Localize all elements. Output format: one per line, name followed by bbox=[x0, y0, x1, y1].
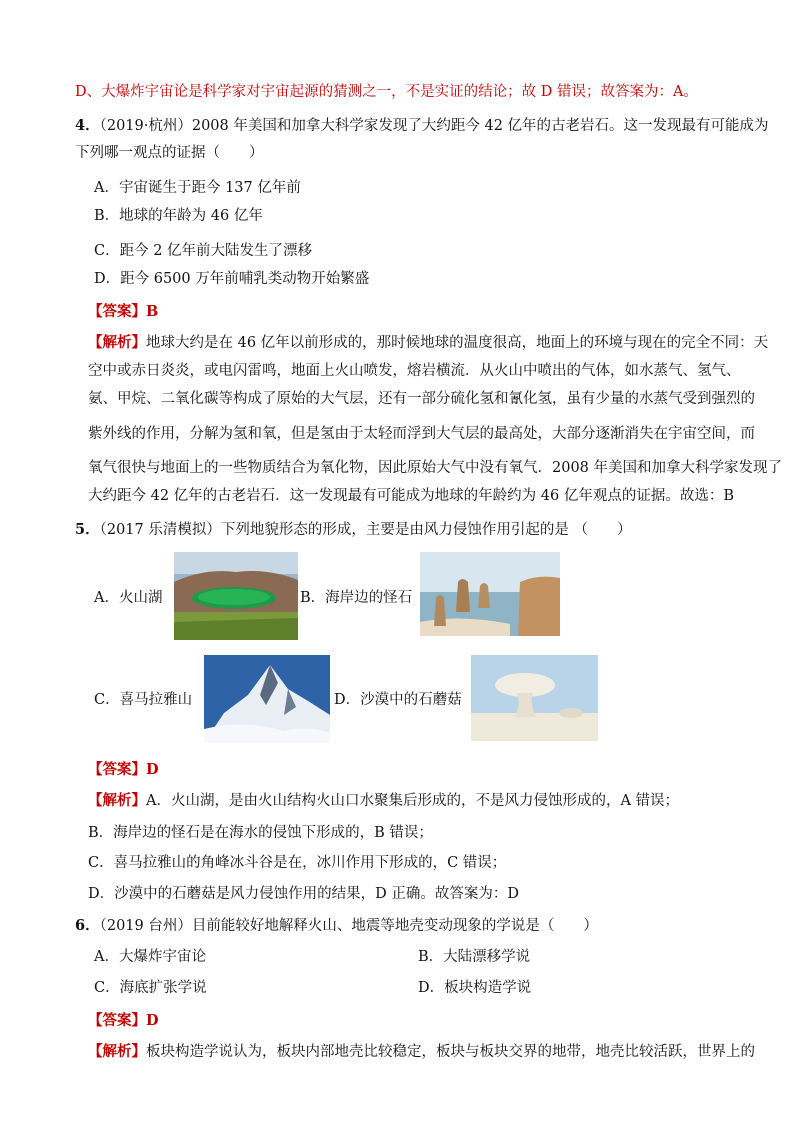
q5-analysis-tag: 【解析】 bbox=[88, 792, 146, 809]
q4-stem-line2: 下列哪一观点的证据（ ） bbox=[75, 145, 264, 161]
q4-analysis-line3: 氨、甲烷、二氧化碳等构成了原始的大气层，还有一部分硫化氢和氰化氢，虽有少量的水蒸气受到强烈的 bbox=[88, 391, 755, 407]
q6-stem-text: 目前能较好地解释火山、地震等地壳变动现象的学说是（ ） bbox=[191, 918, 598, 934]
q6-number: 6． bbox=[75, 917, 100, 934]
q5-answer bbox=[88, 760, 768, 780]
q4-answer bbox=[88, 302, 768, 322]
q5-analysis-line2: B．海岸边的怪石是在海水的侵蚀下形成的，B 错误； bbox=[88, 825, 433, 841]
himalaya-image bbox=[204, 655, 330, 743]
volcanic-lake-image bbox=[174, 552, 298, 640]
q5-number: 5． bbox=[75, 521, 100, 538]
q4-answer-tag: 【答案】 bbox=[88, 303, 146, 320]
q4-analysis-line5: 氧气很快与地面上的一些物质结合为氧化物，因此原始大气中没有氧气．2008 年美国和加拿大科学家发现了 bbox=[88, 460, 783, 476]
q4-number: 4． bbox=[75, 117, 100, 134]
q5-option-b: B．海岸边的怪石 bbox=[300, 590, 413, 606]
q4-option-c: C．距今 2 亿年前大陆发生了漂移 bbox=[94, 243, 313, 259]
q5-analysis-line1 bbox=[88, 791, 768, 811]
q5-option-a: A．火山湖 bbox=[94, 590, 163, 606]
mushroom-rock-image bbox=[471, 655, 598, 741]
q6-option-c: C．海底扩张学说 bbox=[94, 980, 207, 996]
q5-source: （2017 乐清模拟） bbox=[99, 522, 221, 538]
q6-option-a: A．大爆炸宇宙论 bbox=[94, 949, 206, 965]
q4-option-a: A．宇宙诞生于距今 137 亿年前 bbox=[94, 180, 301, 196]
q6-option-d: D．板块构造学说 bbox=[418, 980, 532, 996]
q5-answer-tag: 【答案】 bbox=[88, 761, 146, 778]
q6-answer bbox=[88, 1011, 768, 1031]
q5-analysis-text1: A．火山湖，是由火山结构火山口水聚集后形成的，不是风力侵蚀形成的，A 错误； bbox=[146, 793, 680, 809]
q6-answer-tag: 【答案】 bbox=[88, 1012, 146, 1029]
prev-answer-tail: D、大爆炸宇宙论是科学家对宇宙起源的猜测之一，不是实证的结论；故 D 错误；故答案为：A。 bbox=[75, 84, 698, 100]
q6-analysis-line1 bbox=[88, 1042, 768, 1062]
q6-analysis-tag: 【解析】 bbox=[88, 1043, 146, 1060]
q4-stem-line1 bbox=[75, 116, 769, 136]
q6-analysis-text1: 板块构造学说认为，板块内部地壳比较稳定，板块与板块交界的地带，地壳比较活跃，世界上的 bbox=[146, 1044, 755, 1060]
q5-analysis-line3: C．喜马拉雅山的角峰冰斗谷是在，冰川作用下形成的，C 错误； bbox=[88, 855, 507, 871]
q5-stem bbox=[75, 520, 755, 540]
q4-analysis-line4: 紫外线的作用，分解为氢和氧，但是氢由于太轻而浮到大气层的最高处，大部分逐渐消失在宇宙空间，而 bbox=[88, 426, 755, 442]
q6-source: （2019 台州） bbox=[99, 918, 192, 934]
q4-stem1: 2008 年美国和加拿大科学家发现了大约距今 42 亿年的古老岩石。这一发现最有可能成为 bbox=[191, 118, 769, 134]
q5-option-c: C．喜马拉雅山 bbox=[94, 692, 193, 708]
q5-stem-text: 下列地貌形态的形成，主要是由风力侵蚀作用引起的是 （ ） bbox=[220, 522, 632, 538]
q4-analysis-line1 bbox=[88, 333, 768, 353]
q4-analysis-line6: 大约距今 42 亿年的古老岩石．这一发现最有可能成为地球的年龄约为 46 亿年观点的证据。故选：B bbox=[88, 488, 734, 504]
q6-stem bbox=[75, 916, 755, 936]
q4-option-b: B．地球的年龄为 46 亿年 bbox=[94, 208, 263, 224]
q5-analysis-line4: D．沙漠中的石蘑菇是风力侵蚀作用的结果，D 正确。故答案为：D bbox=[88, 886, 519, 902]
q4-source: （2019·杭州） bbox=[99, 118, 192, 134]
q4-option-d: D．距今 6500 万年前哺乳类动物开始繁盛 bbox=[94, 271, 370, 287]
q6-option-b: B．大陆漂移学说 bbox=[418, 949, 531, 965]
q4-analysis-tag: 【解析】 bbox=[88, 334, 146, 351]
q4-answer-value: B bbox=[146, 303, 159, 320]
q6-answer-value: D bbox=[146, 1012, 159, 1029]
q4-analysis-line2: 空中或赤日炎炎，或电闪雷鸣，地面上火山喷发，熔岩横流．从火山中喷出的气体，如水蒸气、氢气、 bbox=[88, 363, 741, 379]
coastal-rocks-image bbox=[420, 552, 560, 636]
q5-option-d: D．沙漠中的石蘑菇 bbox=[334, 692, 462, 708]
q5-answer-value: D bbox=[146, 761, 159, 778]
q4-analysis-text1: 地球大约是在 46 亿年以前形成的，那时候地球的温度很高，地面上的环境与现在的完全不同：天 bbox=[146, 335, 769, 351]
